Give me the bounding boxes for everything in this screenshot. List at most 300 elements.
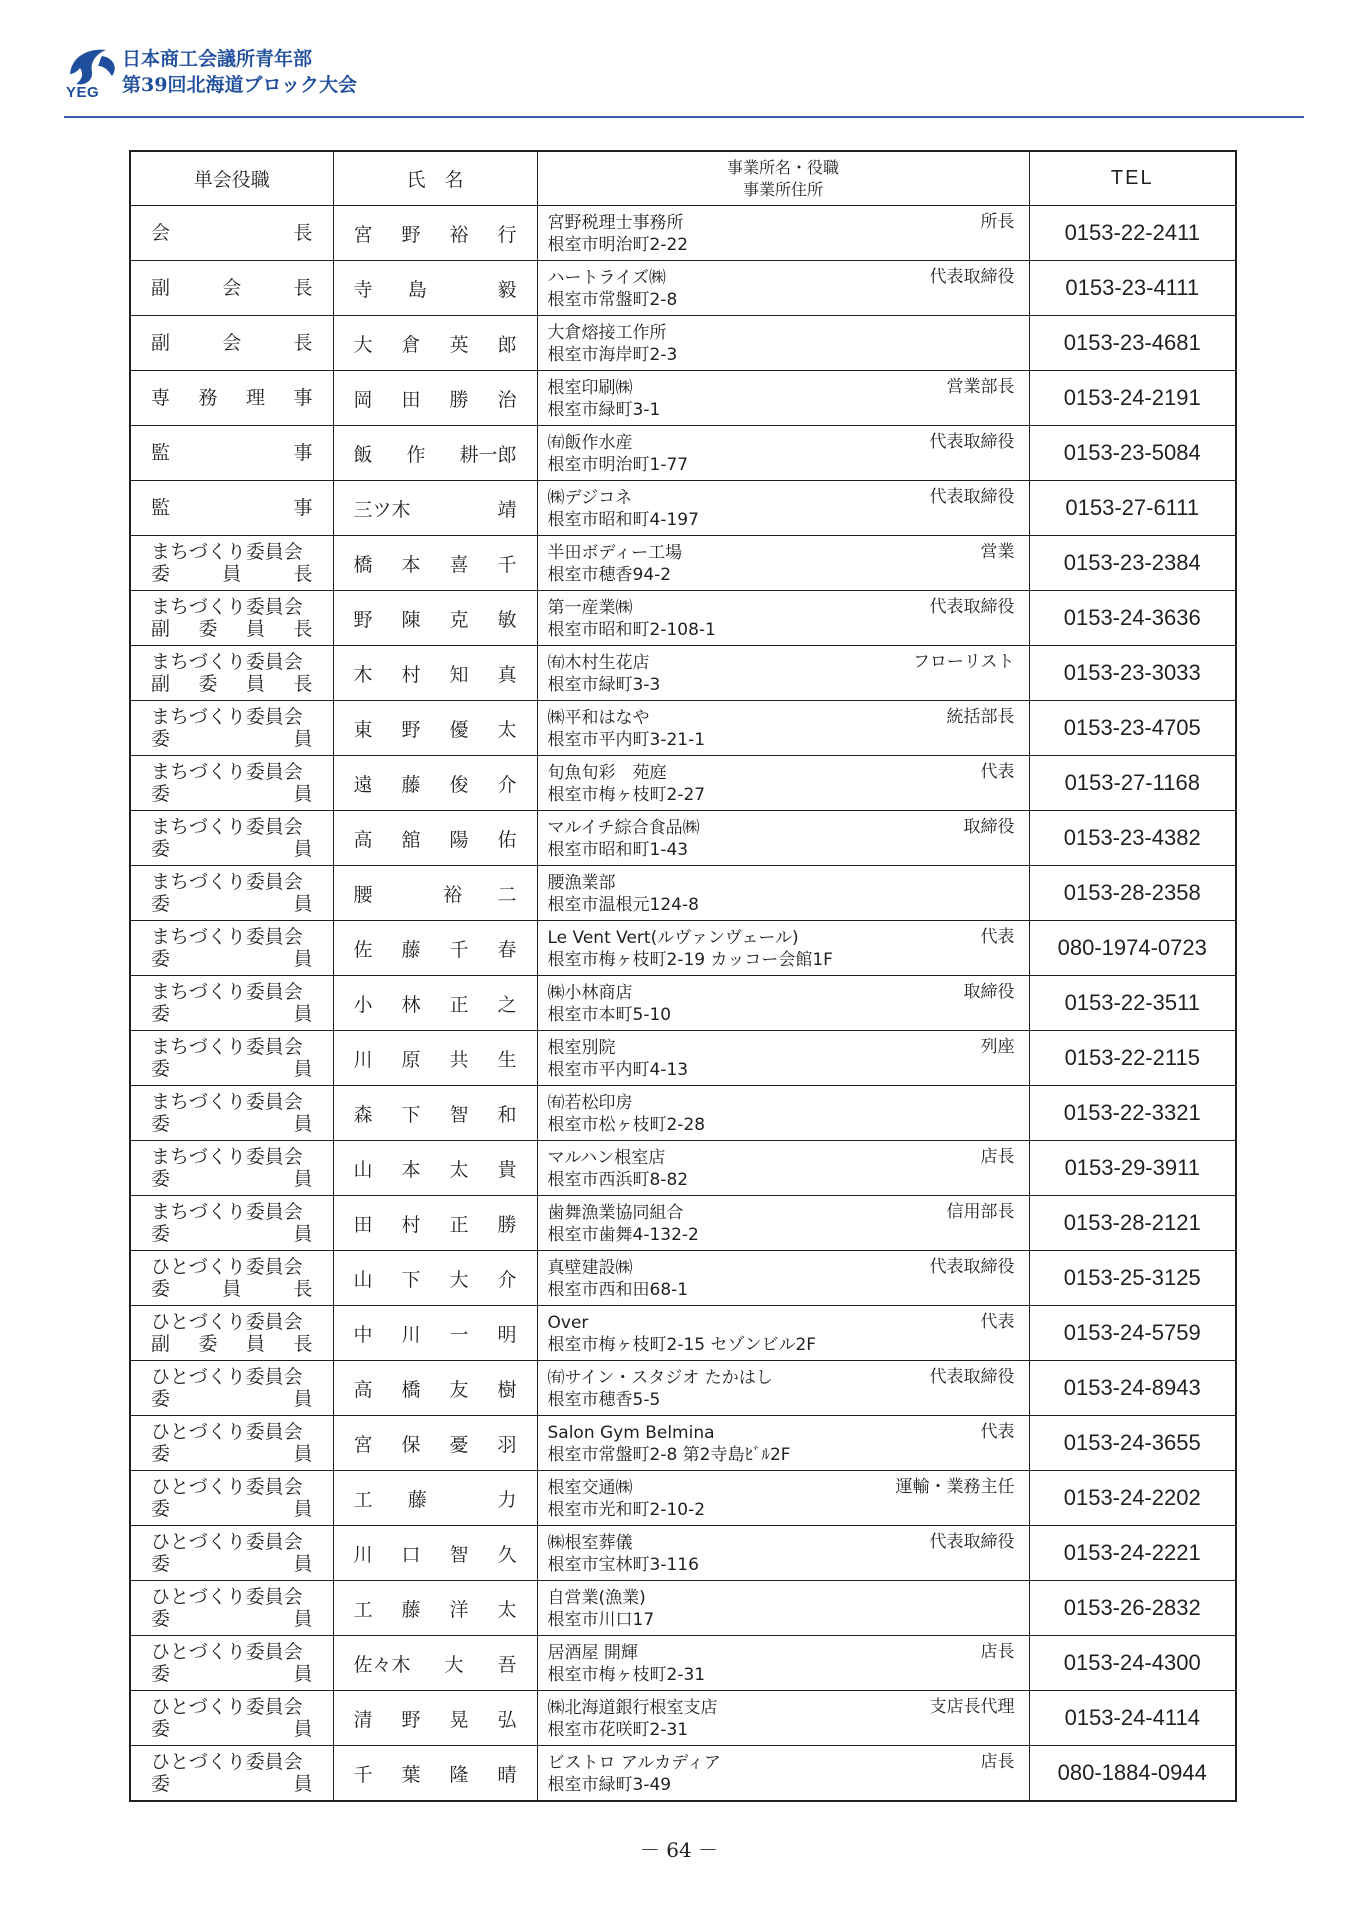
name-part: 野 <box>401 1708 421 1731</box>
company-name: ㈱平和はなや <box>547 708 650 728</box>
page-number: － 64 － <box>639 1838 719 1862</box>
table-row <box>130 1086 1236 1141</box>
name-part: 力 <box>497 1488 517 1511</box>
name-part: 久 <box>497 1543 517 1566</box>
position-line: 委 員 <box>151 893 313 915</box>
position-line: ひとづくり委員会 <box>151 1311 303 1333</box>
position-cell <box>130 866 333 921</box>
name-part: 二 <box>497 883 517 906</box>
org-line-1: 日本商工会議所青年部 <box>122 48 313 70</box>
company-name: Le Vent Vert(ルヴァンヴェール) <box>547 928 799 948</box>
name-part: 田 <box>401 388 421 411</box>
name-part: 治 <box>497 388 517 411</box>
name-part: 優 <box>449 718 469 741</box>
name-part: 陳 <box>401 608 421 631</box>
name-part: 田 <box>353 1213 373 1236</box>
table-row <box>130 536 1236 591</box>
page-header <box>62 44 1304 118</box>
position-line: 副 委 員 長 <box>151 1333 313 1355</box>
position-cell <box>130 1251 333 1306</box>
company-name: Over <box>547 1313 589 1333</box>
tel-cell: 0153-23-4705 <box>1029 701 1236 756</box>
job-title: 代表取締役 <box>929 1257 1015 1277</box>
name-part: 大 <box>444 1653 464 1676</box>
position-cell <box>130 1746 333 1802</box>
name-part: 大 <box>353 333 373 356</box>
name-part: 本 <box>401 1158 421 1181</box>
position-line: まちづくり委員会 <box>151 596 303 618</box>
table-row <box>130 1196 1236 1251</box>
name-part: 保 <box>401 1433 421 1456</box>
office-header-line-1: 事業所名・役職 <box>726 157 839 177</box>
office-address: 根室市温根元124-8 <box>547 895 699 915</box>
office-cell <box>537 811 1029 866</box>
name-cell <box>333 426 537 481</box>
name-part: 毅 <box>497 278 517 301</box>
job-title: 代表取締役 <box>929 487 1015 507</box>
position-line: ひとづくり委員会 <box>151 1366 303 1388</box>
name-part: 陽 <box>449 828 469 851</box>
position-line: 副 会 長 <box>151 277 313 299</box>
name-cell <box>333 1031 537 1086</box>
name-part: 裕 <box>443 883 463 906</box>
company-name: マルハン根室店 <box>547 1148 666 1168</box>
name-part: 和 <box>497 1103 517 1126</box>
position-cell <box>130 1691 333 1746</box>
office-address: 根室市梅ヶ枝町2-15 セゾンビル2F <box>547 1335 817 1355</box>
position-cell <box>130 1636 333 1691</box>
table-row <box>130 1581 1236 1636</box>
name-part: 飯 <box>353 443 373 466</box>
job-title: 代表取締役 <box>929 267 1015 287</box>
tel-cell: 0153-24-2191 <box>1029 371 1236 426</box>
position-cell <box>130 1361 333 1416</box>
name-cell <box>333 921 537 976</box>
name-part: 勝 <box>449 388 469 411</box>
table-row <box>130 206 1236 261</box>
name-part: 腰 <box>353 883 373 906</box>
name-part: 中 <box>353 1323 373 1346</box>
job-title: 営業 <box>980 542 1015 562</box>
name-part: 藤 <box>407 1488 427 1511</box>
office-cell <box>537 536 1029 591</box>
office-cell <box>537 1031 1029 1086</box>
name-part: 藤 <box>401 1598 421 1621</box>
job-title: 取締役 <box>963 817 1015 837</box>
name-part: 川 <box>353 1048 373 1071</box>
position-line: まちづくり委員会 <box>151 651 303 673</box>
name-part: 川 <box>401 1323 421 1346</box>
office-cell <box>537 1636 1029 1691</box>
company-name: ㈱小林商店 <box>547 983 633 1003</box>
position-line: 監 事 <box>151 497 313 519</box>
name-part: 千 <box>497 553 517 576</box>
organization-name <box>122 46 357 98</box>
name-part: 正 <box>449 993 469 1016</box>
name-part: 之 <box>497 993 517 1016</box>
company-name: 真壁建設㈱ <box>547 1258 633 1278</box>
tel-cell: 0153-27-6111 <box>1029 481 1236 536</box>
position-line: 監 事 <box>151 442 313 464</box>
name-part: 倉 <box>401 333 421 356</box>
name-part: 工 <box>353 1488 373 1511</box>
name-part: 佐々木 <box>353 1653 411 1676</box>
position-line: 委 員 <box>151 1718 313 1740</box>
name-cell <box>333 371 537 426</box>
company-name: ㈱デジコネ <box>547 488 633 508</box>
position-line: 委 員 <box>151 1168 313 1190</box>
office-address: 根室市穂香94-2 <box>547 565 672 585</box>
position-line: まちづくり委員会 <box>151 1146 303 1168</box>
name-part: 藤 <box>401 773 421 796</box>
column-header-office <box>537 151 1029 206</box>
name-part: 隆 <box>449 1763 469 1786</box>
name-part: 村 <box>401 663 421 686</box>
name-part: 小 <box>353 993 373 1016</box>
position-line: ひとづくり委員会 <box>151 1751 303 1773</box>
position-line: まちづくり委員会 <box>151 981 303 1003</box>
table-row <box>130 1141 1236 1196</box>
position-cell <box>130 1086 333 1141</box>
name-cell <box>333 1306 537 1361</box>
name-part: 島 <box>407 278 427 301</box>
table-header-row <box>130 151 1236 206</box>
company-name: 根室交通㈱ <box>547 1478 633 1498</box>
job-title: フローリスト <box>912 652 1015 672</box>
name-part: 晃 <box>449 1708 469 1731</box>
office-address: 根室市昭和町2-108-1 <box>547 620 716 640</box>
position-cell <box>130 316 333 371</box>
name-part: 橋 <box>353 553 373 576</box>
table-row <box>130 1031 1236 1086</box>
name-part: 口 <box>401 1543 421 1566</box>
office-cell <box>537 591 1029 646</box>
office-address: 根室市歯舞4-132-2 <box>547 1225 699 1245</box>
name-part: 本 <box>401 553 421 576</box>
name-part: 知 <box>449 663 469 686</box>
table-row <box>130 921 1236 976</box>
name-cell <box>333 1526 537 1581</box>
table-row <box>130 701 1236 756</box>
position-line: 委 員 <box>151 1388 313 1410</box>
position-cell <box>130 756 333 811</box>
name-part: 介 <box>497 1268 517 1291</box>
name-part: 清 <box>353 1708 373 1731</box>
name-part: 羽 <box>497 1433 517 1456</box>
position-line: 委 員 <box>151 1498 313 1520</box>
name-cell <box>333 591 537 646</box>
company-name: マルイチ綜合食品㈱ <box>547 818 700 838</box>
job-title: 支店長代理 <box>929 1697 1015 1717</box>
name-part: 東 <box>353 718 373 741</box>
tel-cell: 0153-24-5759 <box>1029 1306 1236 1361</box>
company-name: ㈲飯作水産 <box>547 433 633 453</box>
job-title: 店長 <box>980 1752 1015 1772</box>
job-title: 統括部長 <box>946 707 1015 727</box>
name-part: 下 <box>401 1268 421 1291</box>
tel-cell: 0153-23-4382 <box>1029 811 1236 866</box>
position-cell <box>130 1306 333 1361</box>
position-line: 委 員 <box>151 1223 313 1245</box>
position-line: 副 委 員 長 <box>151 673 313 695</box>
name-cell <box>333 481 537 536</box>
company-name: 歯舞漁業協同組合 <box>547 1203 684 1223</box>
office-address: 根室市宝林町3-116 <box>547 1555 699 1575</box>
position-cell <box>130 261 333 316</box>
name-part: 千 <box>353 1763 373 1786</box>
position-cell <box>130 811 333 866</box>
name-part: 洋 <box>449 1598 469 1621</box>
name-part: 介 <box>497 773 517 796</box>
table-row <box>130 261 1236 316</box>
table-row <box>130 1526 1236 1581</box>
name-part: 生 <box>497 1048 517 1071</box>
name-part: 太 <box>497 718 517 741</box>
position-line: まちづくり委員会 <box>151 706 303 728</box>
name-part: 橋 <box>401 1378 421 1401</box>
office-cell <box>537 701 1029 756</box>
position-cell <box>130 701 333 756</box>
office-address: 根室市本町5-10 <box>547 1005 672 1025</box>
name-part: 寺 <box>353 278 373 301</box>
name-cell <box>333 1746 537 1802</box>
name-part: 樹 <box>497 1378 517 1401</box>
job-title: 所長 <box>980 212 1015 232</box>
name-part: 下 <box>401 1103 421 1126</box>
name-part: 遠 <box>353 773 373 796</box>
name-part: 佑 <box>497 828 517 851</box>
position-line: ひとづくり委員会 <box>151 1531 303 1553</box>
name-part: 千 <box>449 938 469 961</box>
name-part: 藤 <box>401 938 421 961</box>
company-name: 居酒屋 開輝 <box>547 1643 638 1663</box>
name-part: 耕一郎 <box>459 443 517 466</box>
name-part: 宮 <box>353 1433 373 1456</box>
position-line: 副 委 員 長 <box>151 618 313 640</box>
office-cell <box>537 1526 1029 1581</box>
office-cell <box>537 426 1029 481</box>
name-part: 友 <box>449 1378 469 1401</box>
office-cell <box>537 1746 1029 1802</box>
table-body <box>130 206 1236 1802</box>
job-title: 営業部長 <box>946 377 1015 397</box>
tel-cell: 0153-28-2121 <box>1029 1196 1236 1251</box>
office-address: 根室市光和町2-10-2 <box>547 1500 706 1520</box>
name-part: 真 <box>497 663 517 686</box>
name-cell <box>333 646 537 701</box>
position-line: 専 務 理 事 <box>151 387 313 409</box>
position-line: 委 員 <box>151 728 313 750</box>
tel-cell: 0153-24-4300 <box>1029 1636 1236 1691</box>
name-part: 俊 <box>449 773 469 796</box>
table-row <box>130 1691 1236 1746</box>
tel-cell: 080-1974-0723 <box>1029 921 1236 976</box>
table-row <box>130 1746 1236 1802</box>
tel-cell: 0153-24-4114 <box>1029 1691 1236 1746</box>
name-part: 三ツ木 <box>353 498 411 521</box>
name-part: 克 <box>449 608 469 631</box>
name-part: 郎 <box>497 333 517 356</box>
company-name: Salon Gym Belmina <box>547 1423 715 1443</box>
name-part: 高 <box>353 828 373 851</box>
office-cell <box>537 261 1029 316</box>
name-cell <box>333 756 537 811</box>
position-cell <box>130 481 333 536</box>
name-part: 弘 <box>497 1708 517 1731</box>
name-cell <box>333 206 537 261</box>
office-cell <box>537 206 1029 261</box>
position-line: 委 員 長 <box>151 563 313 585</box>
company-name: 腰漁業部 <box>547 873 616 893</box>
name-part: 太 <box>449 1158 469 1181</box>
table-row <box>130 1361 1236 1416</box>
name-part: 吾 <box>497 1653 517 1676</box>
office-address: 根室市緑町3-3 <box>547 675 661 695</box>
position-cell <box>130 1526 333 1581</box>
company-name: 根室印刷㈱ <box>547 378 633 398</box>
position-line: まちづくり委員会 <box>151 926 303 948</box>
job-title: 店長 <box>980 1642 1015 1662</box>
position-line: 委 員 長 <box>151 1278 313 1300</box>
position-line: ひとづくり委員会 <box>151 1641 303 1663</box>
name-part: 靖 <box>497 498 517 521</box>
name-part: 野 <box>401 223 421 246</box>
job-title: 店長 <box>980 1147 1015 1167</box>
position-line: ひとづくり委員会 <box>151 1586 303 1608</box>
name-part: 一 <box>449 1323 469 1346</box>
company-name: ㈲若松印房 <box>547 1093 633 1113</box>
position-line: まちづくり委員会 <box>151 871 303 893</box>
company-name: 旬魚旬彩 苑庭 <box>547 763 667 783</box>
office-cell <box>537 1086 1029 1141</box>
position-line: 委 員 <box>151 948 313 970</box>
table-row <box>130 1636 1236 1691</box>
name-part: 大 <box>449 1268 469 1291</box>
position-line: ひとづくり委員会 <box>151 1696 303 1718</box>
job-title: 代表取締役 <box>929 1532 1015 1552</box>
position-line: 委 員 <box>151 1443 313 1465</box>
office-address: 根室市松ヶ枝町2-28 <box>547 1115 706 1135</box>
tel-cell: 0153-23-2384 <box>1029 536 1236 591</box>
position-cell <box>130 976 333 1031</box>
tel-cell: 0153-22-2411 <box>1029 206 1236 261</box>
name-part: 喜 <box>449 553 469 576</box>
company-name: ㈱根室葬儀 <box>547 1533 633 1553</box>
name-part: 林 <box>401 993 421 1016</box>
office-address: 根室市川口17 <box>547 1610 655 1630</box>
tel-cell: 0153-29-3911 <box>1029 1141 1236 1196</box>
position-line: 委 員 <box>151 1003 313 1025</box>
position-line: 委 員 <box>151 1608 313 1630</box>
name-part: 野 <box>401 718 421 741</box>
name-cell <box>333 1416 537 1471</box>
logo-text: YEG <box>66 84 100 101</box>
office-cell <box>537 1471 1029 1526</box>
job-title: 運輸・業務主任 <box>895 1477 1015 1497</box>
table-row <box>130 1416 1236 1471</box>
position-line: ひとづくり委員会 <box>151 1476 303 1498</box>
office-address: 根室市明治町2-22 <box>547 235 689 255</box>
position-line: 委 員 <box>151 1058 313 1080</box>
name-cell <box>333 1691 537 1746</box>
company-name: 自営業(漁業) <box>547 1588 646 1608</box>
position-cell <box>130 1141 333 1196</box>
position-cell <box>130 426 333 481</box>
tel-cell: 0153-23-4681 <box>1029 316 1236 371</box>
table-row <box>130 866 1236 921</box>
tel-cell: 0153-24-8943 <box>1029 1361 1236 1416</box>
tel-cell: 0153-26-2832 <box>1029 1581 1236 1636</box>
org-line-2: 第39回北海道ブロック大会 <box>122 74 358 96</box>
tel-cell: 0153-24-3636 <box>1029 591 1236 646</box>
position-line: 委 員 <box>151 783 313 805</box>
name-part: 憂 <box>449 1433 469 1456</box>
table-row <box>130 756 1236 811</box>
company-name: ㈲木村生花店 <box>547 653 650 673</box>
name-part: 野 <box>353 608 373 631</box>
table-row <box>130 481 1236 536</box>
name-part: 岡 <box>353 388 373 411</box>
name-cell <box>333 811 537 866</box>
office-cell <box>537 481 1029 536</box>
tel-cell: 0153-23-5084 <box>1029 426 1236 481</box>
office-cell <box>537 1361 1029 1416</box>
position-cell <box>130 591 333 646</box>
office-cell <box>537 756 1029 811</box>
office-cell <box>537 1306 1029 1361</box>
job-title: 信用部長 <box>946 1202 1015 1222</box>
column-header-position: 単会役職 <box>130 151 333 206</box>
name-part: 勝 <box>497 1213 517 1236</box>
name-cell <box>333 536 537 591</box>
name-part: 葉 <box>401 1763 421 1786</box>
tel-cell: 0153-22-2115 <box>1029 1031 1236 1086</box>
name-part: 森 <box>353 1103 373 1126</box>
company-name: 第一産業㈱ <box>547 598 633 618</box>
table-row <box>130 316 1236 371</box>
name-cell <box>333 1581 537 1636</box>
name-part: 正 <box>449 1213 469 1236</box>
company-name: 半田ボディー工場 <box>547 543 683 563</box>
office-address: 根室市西浜町8-82 <box>547 1170 689 1190</box>
name-part: 裕 <box>449 223 469 246</box>
member-table <box>129 150 1237 1802</box>
name-part: 山 <box>353 1268 373 1291</box>
office-cell <box>537 1416 1029 1471</box>
tel-cell: 0153-28-2358 <box>1029 866 1236 921</box>
name-cell <box>333 1251 537 1306</box>
tel-cell: 0153-27-1168 <box>1029 756 1236 811</box>
header-rule <box>64 116 1304 118</box>
office-cell <box>537 1251 1029 1306</box>
position-line: 委 員 <box>151 1663 313 1685</box>
tel-cell: 0153-24-2202 <box>1029 1471 1236 1526</box>
tel-cell: 0153-23-4111 <box>1029 261 1236 316</box>
job-title: 取締役 <box>963 982 1015 1002</box>
office-header-line-2: 事業所住所 <box>742 179 823 199</box>
office-cell <box>537 1141 1029 1196</box>
office-address: 根室市緑町3-1 <box>547 400 661 420</box>
tel-cell: 0153-25-3125 <box>1029 1251 1236 1306</box>
office-cell <box>537 316 1029 371</box>
name-cell <box>333 1471 537 1526</box>
name-part: 作 <box>406 443 426 466</box>
name-cell <box>333 261 537 316</box>
name-part: 木 <box>353 663 373 686</box>
position-line: 委 員 <box>151 1113 313 1135</box>
job-title: 代表 <box>980 927 1015 947</box>
name-part: 高 <box>353 1378 373 1401</box>
